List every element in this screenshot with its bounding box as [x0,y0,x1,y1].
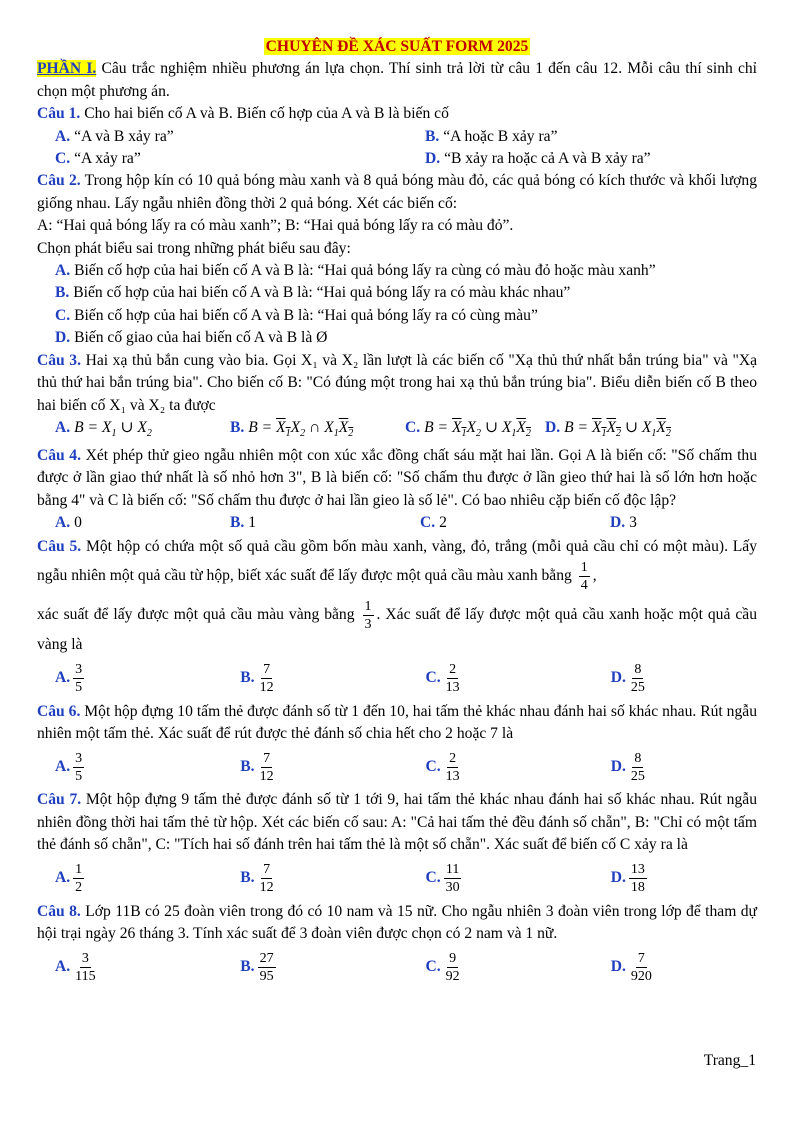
question-4-options [37,512,757,534]
document-title: CHUYÊN ĐỀ XÁC SUẤT FORM 2025 [265,38,529,55]
q3-option-b[interactable]: B. $B = X_1X_2$ ∩ $X_1X_2$ [230,418,354,439]
part-label: PHẦN I. [37,60,97,78]
q7-option-d[interactable]: D. $\frac{13}{18}$ [610,862,645,896]
q3-option-d[interactable]: D. $B = X_1X_2$ ∪ $X_1X_2$ [545,418,671,439]
question-4: Câu 4. Xét phép thử gieo ngẫu nhiên một con xúc xắc đồng chất sáu mặt hai lần. Gọi A là biến cố: "Số chấm thu được ở lần giao thứ nhất là số nhỏ hơn 3", B là biến cố: "Số chấm thu được ở lần gieo thứ hai là số lớn hơn hoặc bằng 4" và C là biến cố: "Số chấm thu được ở hai lần gieo là số lẻ". Có bao nhiêu cặp biến cố độc lập? [37,446,757,509]
q4-option-b[interactable]: B. 1 [230,514,257,532]
q1-option-a[interactable]: A. “A và B xảy ra” [55,127,174,145]
question-6: Câu 6. Một hộp đựng 10 tấm thẻ được đánh số từ 1 đến 10, hai tấm thẻ khác nhau đánh hai số khác nhau. Rút ngẫu nhiên một tấm thẻ. Xác suất để rút được thẻ đánh số chia hết cho 2 hoặc 7 là [37,702,757,742]
question-1: Câu 1. Cho hai biến cố A và B. Biến cố hợp của A và B là biến cố [37,105,449,123]
q3-formula-b: $B = X_1X_2$ ∩ $X_1X_2$ [248,418,354,439]
part-heading: PHẦN I. Câu trắc nghiệm nhiều phương án lựa chọn. Thí sinh trả lời từ câu 1 đến câu 12. Mỗi câu thí sinh chỉ chọn một phương án. [37,60,758,100]
q2-option-b[interactable]: B. Biến cố hợp của hai biến cố A và B là: “Hai quả bóng lấy ra có màu khác nhau” [55,284,571,302]
q3-option-c[interactable]: C. $B = X_1X_2$ ∪ $X_1X_2$ [405,418,531,439]
question-6-options [37,745,757,789]
q4-option-d[interactable]: D. 3 [610,514,637,532]
question-7-options [37,857,757,901]
question-3-options [37,417,757,445]
question-5: Câu 5. Một hộp có chứa một số quả cầu gồm bốn màu xanh, vàng, đỏ, trắng (mỗi quả cầu chỉ có một màu). Lấy ngẫu nhiên một quả cầu từ hộp, biết xác suất để lấy được một quả cầu màu xanh bằng $\frac{1}{4}$ , xác suất để lấy được một quả cầu màu vàng bằng $\frac{1}{3}$ . Xác suất để lấy được một quả cầu xanh hoặc một quả cầu vàng là [37,537,758,653]
q6-option-b[interactable]: B. $\frac{7}{12}$ [240,750,274,784]
q7-option-c[interactable]: C. $\frac{11}{30}$ [425,862,460,896]
q5-fraction-blue: $\frac{1}{4}$ [580,559,588,593]
q6-option-d[interactable]: D. $\frac{8}{25}$ [610,750,645,784]
q6-option-c[interactable]: C. $\frac{2}{13}$ [425,750,460,784]
question-8: Câu 8. Lớp 11B có 25 đoàn viên trong đó có 10 nam và 15 nữ. Cho ngẫu nhiên 3 đoàn viên trong lớp để tham dự hội trại ngày 26 tháng 3. Tính xác suất để 3 đoàn viên được chọn có 2 nam và 1 nữ. [37,902,758,942]
q5-option-a[interactable]: A. $\frac{3}{5}$ [55,662,83,696]
question-8-options [37,945,757,989]
q8-option-c[interactable]: C. $\frac{9}{92}$ [425,950,460,984]
q1-option-b[interactable]: B. “A hoặc B xảy ra” [425,127,558,145]
question-5-options [37,657,757,701]
q2-option-c[interactable]: C. Biến cố hợp của hai biến cố A và B là: “Hai quả bóng lấy ra có cùng màu” [55,306,538,324]
q3-formula-d: $B = X_1X_2$ ∪ $X_1X_2$ [564,418,671,439]
q1-option-c[interactable]: C. “A xảy ra” [55,150,141,168]
q2-option-d[interactable]: D. Biến cố giao của hai biến cố A và B là Ø [55,329,328,347]
question-1-options-row1 [37,126,757,148]
question-2-events: A: “Hai quả bóng lấy ra có màu xanh”; B: “Hai quả bóng lấy ra có màu đỏ”. [37,217,514,235]
q8-option-b[interactable]: B. $\frac{27}{95}$ [240,950,274,984]
q5-fraction-yellow: $\frac{1}{3}$ [364,598,372,632]
q5-option-c[interactable]: C. $\frac{2}{13}$ [425,662,460,696]
q3-formula-c: $B = X_1X_2$ ∪ $X_1X_2$ [424,418,531,439]
q1-option-d[interactable]: D. “B xảy ra hoặc cả A và B xảy ra” [425,150,651,168]
q3-option-a[interactable]: A. $B = X_1$ ∪ $X_2$ [55,418,152,439]
question-2: Câu 2. Trong hộp kín có 10 quả bóng màu xanh và 8 quả bóng màu đỏ, các quả bóng có kích thước và khối lượng giống nhau. Lấy ngẫu nhiên đồng thời 2 quả bóng. Xét các biến cố: [37,172,758,212]
question-7: Câu 7. Một hộp đựng 9 tấm thẻ được đánh số từ 1 tới 9, hai tấm thẻ khác nhau đánh hai số khác nhau. Rút ngẫu nhiên đồng thời hai tấm thẻ từ hộp. Xét các biến cố sau: A: "Cả hai tấm thẻ đều đánh số chẵn", B: "Chỉ có một tấm thẻ đánh số chẵn", C: "Tích hai số đánh trên hai tấm thẻ là một số chẵn". Xác suất để biến cố C xảy ra là [37,791,757,854]
page-content [37,36,757,989]
q8-option-d[interactable]: D. $\frac{7}{920}$ [610,950,652,984]
q3-formula-a: $B = X_1$ ∪ $X_2$ [74,418,152,439]
q4-option-a[interactable]: A. 0 [55,514,82,532]
question-1-options-row2 [37,148,757,170]
q5-option-b[interactable]: B. $\frac{7}{12}$ [240,662,274,696]
q7-option-b[interactable]: B. $\frac{7}{12}$ [240,862,274,896]
q6-option-a[interactable]: A. $\frac{3}{5}$ [55,750,83,784]
q4-option-c[interactable]: C. 2 [420,514,447,532]
q7-option-a[interactable]: A. $\frac{1}{2}$ [55,862,83,896]
q2-option-a[interactable]: A. Biến cố hợp của hai biến cố A và B là: “Hai quả bóng lấy ra cùng có màu đỏ hoặc màu xanh” [55,262,656,280]
page-number: Trang_1 [703,1052,756,1069]
q8-option-a[interactable]: A. $\frac{3}{115}$ [55,950,96,984]
question-2-prompt: Chọn phát biểu sai trong những phát biểu sau đây: [37,239,351,257]
q5-option-d[interactable]: D. $\frac{8}{25}$ [610,662,645,696]
question-3: Câu 3. Hai xạ thủ bắn cung vào bia. Gọi X₁ và X₂ lần lượt là các biến cố "Xạ thủ thứ nhất bắn trúng bia" và "Xạ thủ thứ hai bắn trúng bia". Cho biến cố B: "Có đúng một trong hai xạ thủ bắn trúng bia". Biểu diễn biến cố B theo hai biến cố X₁ và X₂ ta được [37,351,758,414]
